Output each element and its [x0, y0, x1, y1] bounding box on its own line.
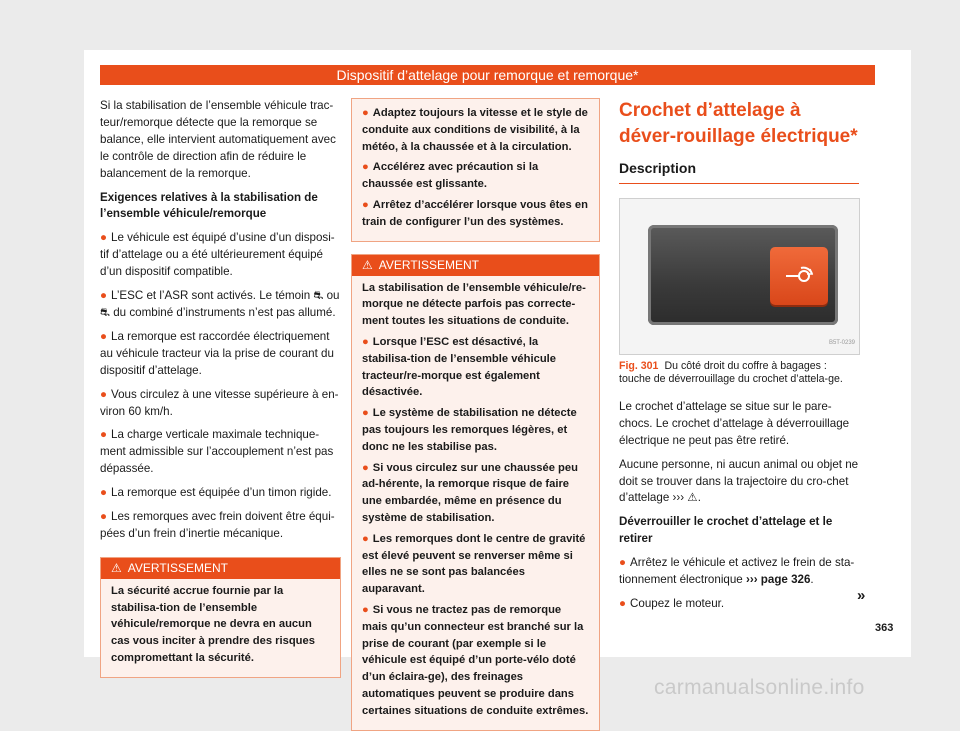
- bullet-icon: ●: [100, 486, 108, 500]
- column-left: [100, 98, 341, 678]
- list-item: ● Arrêtez le véhicule et activez le frein de sta-tionnement électronique ››› page 326.: [619, 556, 855, 587]
- list-item: ● Les remorques dont le centre de gravité est élevé peuvent se renverser même si elles ne se sont pas balancées auparavant.: [362, 532, 586, 596]
- column-right: [619, 98, 859, 620]
- bullet-icon: ●: [362, 407, 369, 420]
- figure-caption: Fig. 301 Du côté droit du coffre à bagages : touche de déverrouillage du crochet d’attela-ge.: [619, 359, 843, 386]
- paragraph: Le crochet d’attelage se situe sur le pare-chocs. Le crochet d’attelage à déverrouillage électrique ne peut pas être retiré.: [619, 399, 850, 447]
- procedure-heading: Déverrouiller le crochet d’attelage et le retirer: [619, 515, 833, 546]
- list-item: ● Accélérez avec précaution si la chaussée est glissante.: [362, 161, 539, 191]
- bullet-icon: ●: [100, 428, 108, 442]
- bullet-icon: ●: [362, 107, 369, 119]
- warning-header: ⚠ AVERTISSEMENT: [101, 558, 340, 579]
- column-middle: [351, 98, 600, 731]
- paragraph: Aucune personne, ni aucun animal ou objet ne doit se trouver dans la trajectoire du cro-chet d’attelage ››› ⚠.: [619, 457, 859, 505]
- bullet-icon: ●: [362, 603, 369, 616]
- bullet-icon: ●: [619, 556, 627, 570]
- warning-box: [100, 557, 341, 678]
- tow-hook-release-button: [770, 247, 828, 305]
- list-item: ● Coupez le moteur.: [619, 596, 725, 610]
- warning-intro: La stabilisation de l’ensemble véhicule/re-morque ne détecte parfois pas correcte-ment toutes les situations de conduite.: [362, 281, 586, 328]
- tow-hook-icon: [784, 264, 814, 288]
- warning-box: [351, 254, 600, 731]
- bullet-icon: ●: [619, 596, 627, 610]
- bullet-icon: ●: [100, 231, 108, 245]
- bullet-icon: ●: [362, 161, 369, 174]
- figure-release-button: [619, 198, 860, 355]
- list-item: ● Arrêtez d’accélérer lorsque vous êtes en train de configurer l’un des systèmes.: [362, 198, 588, 228]
- list-item: ● Si vous ne tractez pas de remorque mais qu’un connecteur est branché sur la prise de courant (par exemple si le véhicule est équipé d’un porte-vélo doté d’un éclaira-ge), des freinages automatiques peuvent se produire dans certaines situations de conduite extrêmes.: [362, 603, 589, 717]
- warning-triangle-icon: ⚠: [111, 560, 122, 575]
- bullet-icon: ●: [100, 329, 108, 343]
- bullet-icon: ●: [100, 289, 108, 303]
- section-title: Crochet d’attelage à déver-rouillage électrique*: [619, 100, 858, 147]
- page-link[interactable]: ››› page 326: [745, 573, 811, 587]
- list-item: ● Les remorques avec frein doivent être équi-pées d’un frein d’inertie mécanique.: [100, 510, 335, 540]
- list-item: ● Adaptez toujours la vitesse et le style de conduite aux conditions de visibilité, à la météo, à la chaussée et à la circulation.: [362, 107, 588, 153]
- list-item: ● La remorque est raccordée électriquement au véhicule tracteur via la prise de courant du dispositif d’attelage.: [100, 329, 334, 377]
- page-header: Dispositif d’attelage pour remorque et remorque*: [100, 65, 875, 85]
- bullet-icon: ●: [362, 461, 369, 474]
- warning-text: La sécurité accrue fournie par la stabilisa-tion de l’ensemble véhicule/remorque ne devra en aucun cas vous inciter à prendre des risques compromettant la sécurité.: [111, 584, 315, 665]
- intro-paragraph: Si la stabilisation de l’ensemble véhicule trac-teur/remorque détecte que la remorque se balance, elle intervient automatiquement avec le contrôle de direction afin de réduire le balancement de la remorque.: [100, 99, 336, 180]
- list-item: ● L’ESC et l’ASR sont activés. Le témoin ⛐ ou ⛐ du combiné d’instruments n’est pas allumé.: [100, 289, 340, 319]
- list-item: ● Si vous circulez sur une chaussée peu ad-hérente, la remorque risque de faire une embardée, même en présence du système de stabilisation.: [362, 461, 578, 524]
- bullet-icon: ●: [362, 335, 369, 348]
- warning-triangle-icon: ⚠: [362, 257, 373, 272]
- bullet-icon: ●: [362, 198, 369, 211]
- bullet-icon: ●: [362, 532, 369, 545]
- list-item: ● Le système de stabilisation ne détecte pas toujours les remorques légères, et donc ne les stabilise pas.: [362, 407, 577, 453]
- list-item: ● La remorque est équipée d’un timon rigide.: [100, 486, 332, 500]
- tips-box: [351, 98, 600, 242]
- requirements-heading: Exigences relatives à la stabilisation de l’ensemble véhicule/remorque: [100, 190, 318, 221]
- warning-header: ⚠ AVERTISSEMENT: [352, 255, 599, 276]
- continue-mark: »: [857, 587, 866, 604]
- bullet-icon: ●: [100, 387, 108, 401]
- figure-code: B5T-0239: [828, 340, 855, 346]
- watermark: carmanualsonline.info: [654, 676, 865, 699]
- list-item: ● Vous circulez à une vitesse supérieure à en-viron 60 km/h.: [100, 387, 339, 418]
- list-item: ● Lorsque l’ESC est désactivé, la stabilisa-tion de l’ensemble véhicule tracteur/re-morque est également désactivée.: [362, 335, 556, 399]
- list-item: ● Le véhicule est équipé d’usine d’un disposi-tif d’attelage ou a été ultérieurement équipé d’un dispositif compatible.: [100, 231, 335, 279]
- page-number: 363: [875, 622, 894, 634]
- list-item: ● La charge verticale maximale technique-ment admissible sur l’accouplement n’est pas dépassée.: [100, 428, 334, 476]
- bullet-icon: ●: [100, 510, 108, 524]
- section-subtitle: Description: [619, 150, 859, 184]
